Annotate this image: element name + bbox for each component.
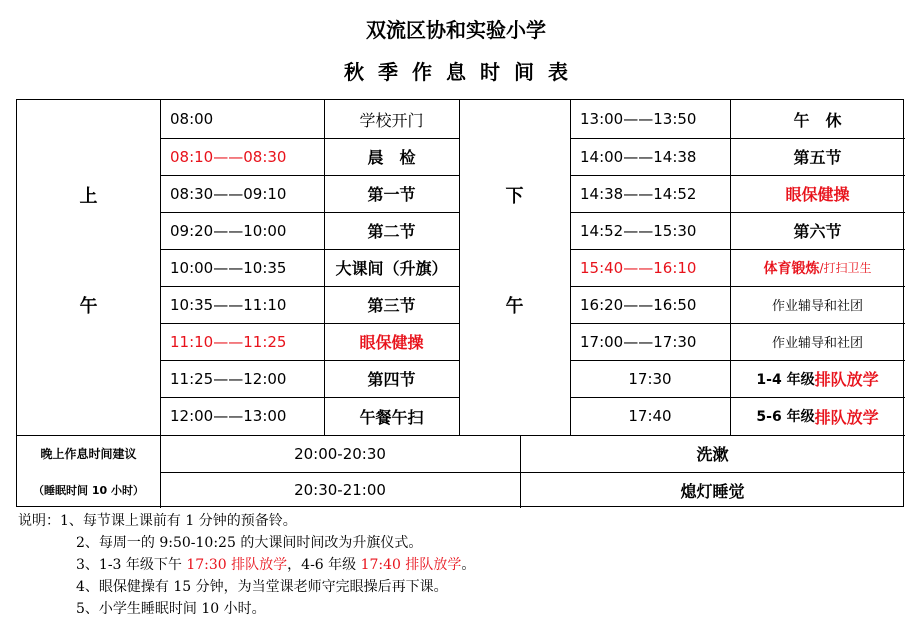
afternoon-activity-8 (730, 360, 905, 397)
afternoon-time-8: 17:30 (628, 369, 672, 388)
morning-time-4: 09:20——10:00 (170, 221, 287, 240)
afternoon-time-1: 13:00——13:50 (580, 110, 697, 128)
evening-time-1: 20:00-20:30 (294, 444, 386, 463)
afternoon-time-4: 14:52——15:30 (580, 221, 697, 240)
afternoon-activity-8-a: 1-4 年级 (756, 371, 815, 388)
schedule-title: 秋季作息时间表 (344, 60, 582, 84)
morning-time-1: 08:00 (170, 110, 214, 128)
morning-activity-4: 第二节 (367, 222, 416, 241)
pm-label-bottom: 午 (505, 296, 524, 317)
note-3-c: ，4-6 年级 (287, 557, 361, 573)
schedule-table (16, 99, 904, 507)
afternoon-time-2: 14:00——14:38 (580, 147, 697, 166)
afternoon-time-3: 14:38——14:52 (580, 184, 697, 203)
afternoon-activity-3: 眼保健操 (785, 185, 850, 204)
note-1: 说明：1、每节课上课前有 1 分钟的预备铃。 (18, 513, 297, 529)
evening-sleep-note: （睡眠时间 10 小时） (33, 484, 144, 497)
morning-activity-5: 大课间（升旗） (335, 259, 448, 278)
evening-time-2: 20:30-21:00 (294, 481, 386, 499)
afternoon-activity-9 (730, 397, 905, 435)
morning-time-7: 11:10——11:25 (170, 332, 287, 351)
note-3-b: 17:30 排队放学 (186, 557, 288, 573)
morning-activity-1: 学校开门 (359, 110, 424, 130)
afternoon-activity-2: 第五节 (793, 148, 842, 167)
note-2: 2、每周一的 9:50-10:25 的大课间时间改为升旗仪式。 (76, 535, 423, 551)
morning-activity-6: 第三节 (367, 296, 416, 315)
morning-time-8: 11:25——12:00 (170, 369, 287, 388)
note-3-d: 17:40 排队放学 (360, 557, 462, 573)
evening-activity-2: 熄灯睡觉 (680, 481, 745, 501)
afternoon-activity-5-b: /打扫卫生 (819, 261, 872, 275)
morning-activity-8: 第四节 (367, 370, 416, 389)
afternoon-activity-4: 第六节 (793, 222, 842, 241)
note-5: 5、小学生睡眠时间 10 小时。 (76, 601, 266, 617)
afternoon-time-7: 17:00——17:30 (580, 332, 697, 351)
morning-activity-2: 晨 检 (367, 148, 416, 167)
afternoon-activity-5 (730, 249, 905, 286)
evening-label: 晚上作息时间建议 (40, 447, 137, 461)
afternoon-activity-9-b: 排队放学 (814, 407, 879, 427)
morning-time-6: 10:35——11:10 (170, 295, 287, 314)
afternoon-activity-5-a: 体育锻炼 (763, 260, 820, 277)
morning-time-3: 08:30——09:10 (170, 184, 287, 203)
note-4: 4、眼保健操有 15 分钟，为当堂课老师守完眼操后再下课。 (76, 579, 448, 595)
evening-activity-1: 洗漱 (696, 445, 729, 464)
afternoon-time-9: 17:40 (628, 407, 672, 425)
pm-label-top: 下 (505, 186, 524, 207)
morning-activity-9: 午餐午扫 (359, 407, 424, 427)
afternoon-activity-9-a: 5-6 年级 (756, 409, 815, 425)
morning-time-5: 10:00——10:35 (170, 258, 287, 277)
morning-time-9: 12:00——13:00 (170, 407, 287, 425)
am-label-bottom: 午 (79, 296, 98, 317)
note-3-e: 。 (461, 557, 476, 573)
morning-time-2: 08:10——08:30 (170, 147, 287, 166)
notes (18, 510, 475, 620)
morning-activity-3: 第一节 (367, 185, 416, 204)
note-3 (18, 554, 475, 576)
note-3-a: 3、1-3 年级下午 (76, 557, 187, 573)
afternoon-activity-1: 午 休 (793, 110, 842, 130)
afternoon-time-6: 16:20——16:50 (580, 295, 697, 314)
morning-activity-7: 眼保健操 (359, 333, 424, 352)
afternoon-activity-8-b: 排队放学 (814, 370, 879, 389)
afternoon-activity-7: 作业辅导和社团 (771, 336, 863, 351)
afternoon-activity-6: 作业辅导和社团 (771, 299, 863, 314)
afternoon-time-5: 15:40——16:10 (580, 258, 697, 277)
school-name: 双流区协和实验小学 (366, 18, 546, 42)
am-label-top: 上 (79, 186, 98, 207)
